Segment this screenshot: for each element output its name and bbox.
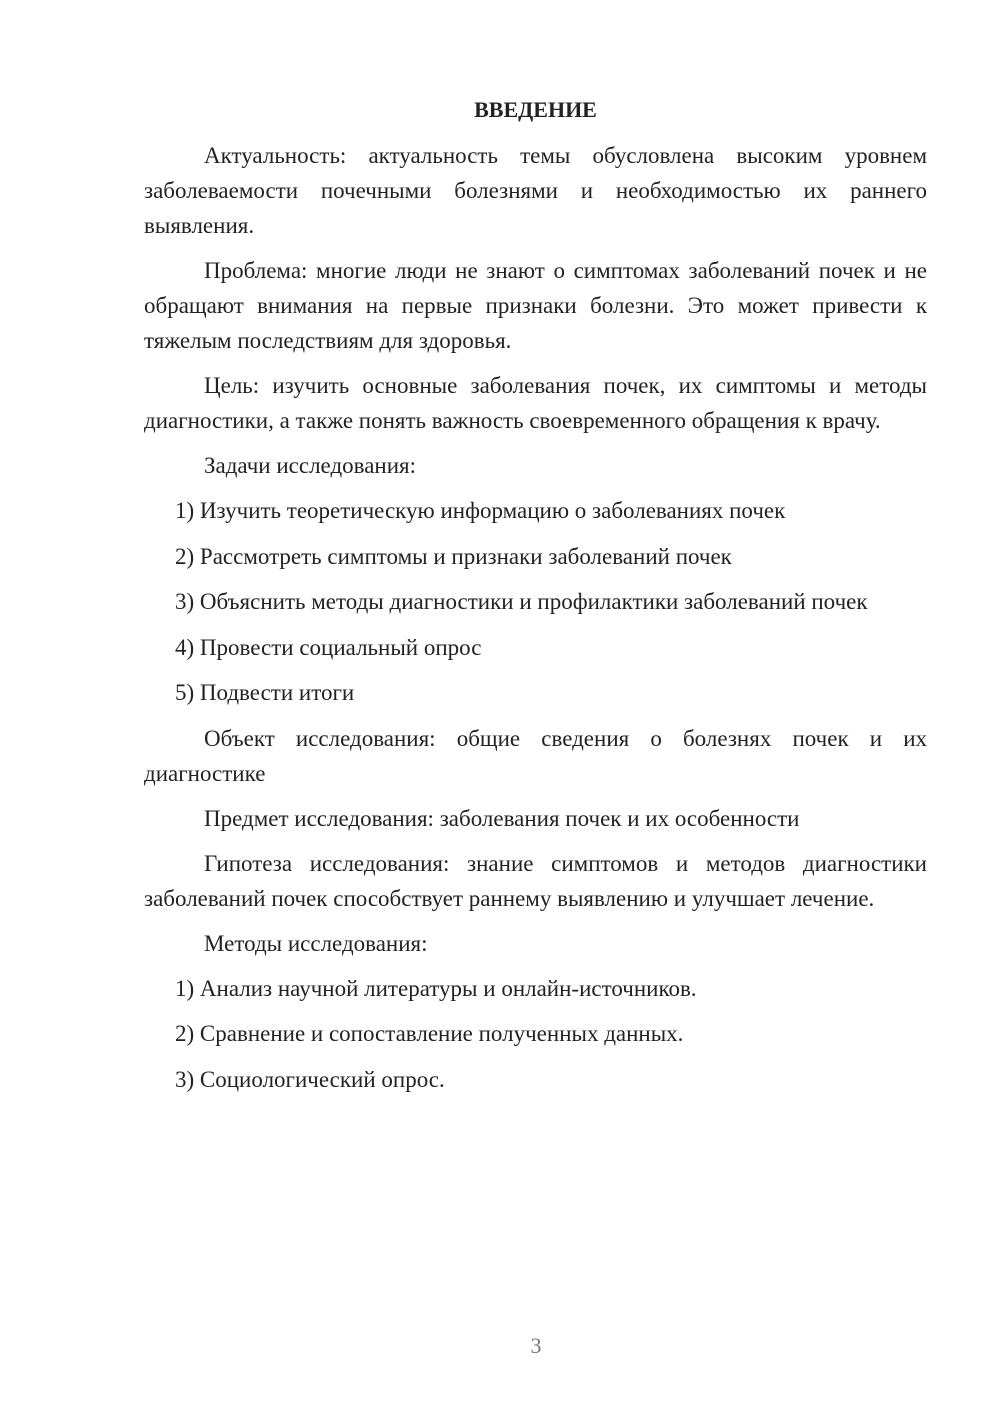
- methods-heading: Методы исследования:: [204, 930, 428, 956]
- document-page: [144, 92, 927, 1107]
- goal-paragraph: Цель: изучить основные заболевания почек, их симптомы и методы диагностики, а также понять важность своевременного обращения к врачу.: [144, 373, 927, 433]
- methods-list: [144, 971, 927, 1097]
- page-number: 3: [530, 1333, 542, 1358]
- tasks-list: [144, 493, 927, 710]
- task-item: 5) Подвести итоги: [175, 680, 355, 705]
- method-item: 1) Анализ научной литературы и онлайн-источников.: [175, 975, 697, 1001]
- task-item: 4) Провести социальный опрос: [175, 634, 482, 660]
- tasks-heading: Задачи исследования:: [204, 453, 417, 478]
- subject-paragraph: Предмет исследования: заболевания почек и их особенности: [204, 805, 800, 831]
- task-item: 2) Рассмотреть симптомы и признаки заболеваний почек: [175, 543, 732, 569]
- task-item: 1) Изучить теоретическую информацию о заболеваниях почек: [175, 498, 786, 523]
- method-item: 2) Сравнение и сопоставление полученных данных.: [175, 1021, 684, 1046]
- task-item: 3) Объяснить методы диагностики и профилактики заболеваний почек: [175, 589, 868, 614]
- method-item: 3) Социологический опрос.: [175, 1066, 445, 1092]
- relevance-paragraph: Актуальность: актуальность темы обусловлена высоким уровнем заболеваемости почечными болезнями и необходимостью их раннего выявления.: [144, 143, 927, 238]
- object-paragraph: Объект исследования: общие сведения о болезнях почек и их диагностике: [144, 725, 927, 786]
- hypothesis-paragraph: Гипотеза исследования: знание симптомов и методов диагностики заболеваний почек способствует раннему выявлению и улучшает лечение.: [144, 850, 927, 911]
- problem-paragraph: Проблема: многие люди не знают о симптомах заболеваний почек и не обращают внимания на первые признаки болезни. Это может привести к тяжелым последствиям для здоровья.: [144, 258, 927, 353]
- page-title: ВВЕДЕНИЕ: [474, 97, 597, 122]
